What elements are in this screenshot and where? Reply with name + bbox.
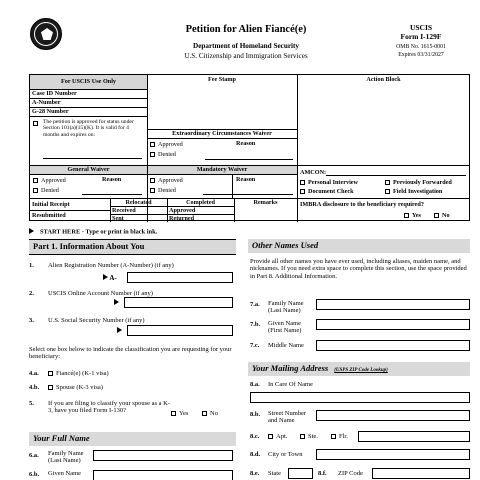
q7b-label: Given Name (First Name): [268, 320, 302, 335]
arrow-right-icon: [117, 327, 122, 333]
unit-number-input[interactable]: [358, 431, 470, 442]
ste-checkbox[interactable]: [300, 434, 305, 439]
imbra-yes-checkbox[interactable]: [404, 213, 409, 218]
dhs-seal-icon: [30, 18, 62, 50]
extraordinary-reason-label: Reason: [236, 140, 256, 147]
sent-label: Sent: [112, 215, 124, 222]
uscis-online-account-input[interactable]: [124, 297, 233, 308]
q8f-label: ZIP Code: [338, 470, 363, 477]
apt-checkbox[interactable]: [268, 434, 273, 439]
status-approved-checkbox[interactable]: [33, 121, 38, 126]
fee-stamp-label: Fee Stamp: [207, 76, 236, 83]
general-waiver-label: General Waiver: [67, 166, 110, 173]
q6a-label: Family Name (Last Name): [48, 450, 84, 465]
q3-label: U.S. Social Security Number (if any): [48, 317, 145, 324]
state-select[interactable]: [288, 468, 313, 479]
case-id-label: Case ID Number: [32, 90, 77, 97]
i130-yes-checkbox[interactable]: [171, 411, 176, 416]
q8e-label: State: [268, 470, 281, 477]
arrow-right-icon: [29, 228, 34, 234]
k3-visa-label: Spouse (K-3 visa): [56, 384, 103, 391]
initial-receipt-label: Initial Receipt: [32, 201, 70, 208]
arrow-right-icon: [103, 274, 108, 280]
previously-forwarded-checkbox[interactable]: [385, 180, 390, 185]
mandatory-denied-checkbox[interactable]: [150, 188, 155, 193]
g28-label: G-28 Number: [32, 108, 69, 115]
mailing-address-heading: Your Mailing Address (USPS ZIP Code Lookup): [248, 362, 470, 376]
other-names-instruction: Provide all other names you have ever used, including aliases, maiden name, and nicknames. If you need extra space to complete this section, use the space provided in Part 8. Additional Information.: [250, 258, 467, 280]
a-number-prefix: A-: [103, 274, 117, 282]
expiration-date: Expires 03/31/2027: [398, 52, 444, 58]
arrow-right-icon: [114, 299, 119, 305]
family-name-input[interactable]: [93, 450, 233, 461]
uscis-use-only-table: For USCIS Use Only Fee Stamp Action Block Case ID Number A-Number G-28 Number The petition is approved for status under Section 101(a)(15)(K). It is valid for 4 months and expires on: Extraordinary Circumstances Waiver Approved Denied Reason General Waiver Mandatory Waiver Approved Denied Reason Approved Denied Reason AMCON: Personal Interview Previously Forwarded Document Check Field Investigation Initial Receipt Resubmitted Relocated Completed Remarks Received Sent Approved Returned IMBRA disclosure to the beneficiary required? Yes No: [29, 74, 470, 221]
street-input[interactable]: [316, 410, 470, 421]
ssn-input[interactable]: [127, 325, 233, 336]
k1-visa-checkbox[interactable]: [48, 371, 53, 376]
given-name-input[interactable]: [93, 470, 233, 480]
general-approved-checkbox[interactable]: [33, 178, 38, 183]
extraordinary-approved-checkbox[interactable]: [150, 142, 155, 147]
q7c-label: Middle Name: [268, 342, 304, 349]
k3-visa-checkbox[interactable]: [48, 385, 53, 390]
personal-interview-checkbox[interactable]: [300, 180, 305, 185]
zip-code-lookup-link[interactable]: (USPS ZIP Code Lookup): [334, 368, 388, 373]
action-block-label: Action Block: [366, 76, 401, 83]
document-check-checkbox[interactable]: [300, 189, 305, 194]
a-number-input[interactable]: [127, 272, 233, 283]
field-investigation-checkbox[interactable]: [385, 189, 390, 194]
i130-no-checkbox[interactable]: [202, 411, 207, 416]
omb-number: OMB No. 1615-0001: [396, 44, 446, 50]
q7a-label: Family Name (Last Name): [268, 300, 304, 315]
department-name: Department of Homeland Security: [193, 42, 299, 50]
q1-label: Alien Registration Number (A-Number) (if any): [48, 262, 174, 269]
remarks-label: Remarks: [253, 199, 278, 206]
q6b-label: Given Name: [48, 470, 82, 477]
extraordinary-denied-checkbox[interactable]: [150, 152, 155, 157]
extraordinary-waiver-label: Extraordinary Circumstances Waiver: [172, 130, 272, 137]
q8d-label: City or Town: [268, 451, 303, 458]
general-denied-checkbox[interactable]: [33, 188, 38, 193]
mandatory-approved-checkbox[interactable]: [150, 178, 155, 183]
amcon-label: AMCON:: [300, 169, 327, 176]
completed-approved-label: Approved: [169, 207, 196, 214]
other-given-name-input[interactable]: [316, 319, 470, 330]
agency-name: U.S. Citizenship and Immigration Services: [184, 52, 308, 60]
relocated-label: Relocated: [125, 199, 152, 206]
uscis-use-only-label: For USCIS Use Only: [60, 78, 117, 85]
returned-label: Returned: [169, 215, 195, 222]
uscis-label: USCIS: [409, 23, 433, 32]
form-number: Form I-129F: [400, 32, 442, 41]
other-names-heading: Other Names Used: [248, 239, 470, 253]
k1-visa-label: Fiancé(e) (K-1 visa): [56, 370, 109, 377]
resubmitted-label: Resubmitted: [32, 212, 66, 219]
imbra-no-checkbox[interactable]: [434, 213, 439, 218]
approved-status-text: The petition is approved for status under Section 101(a)(15)(K). It is valid for 4 months and expires on:: [43, 119, 134, 138]
received-label: Received: [112, 207, 136, 214]
mandatory-waiver-label: Mandatory Waiver: [196, 166, 248, 173]
start-here-instruction: START HERE - Type or print in black ink.: [29, 228, 157, 236]
imbra-label: IMBRA disclosure to the beneficiary required?: [300, 201, 424, 208]
other-middle-name-input[interactable]: [316, 340, 470, 351]
flr-checkbox[interactable]: [331, 434, 336, 439]
a-number-label: A-Number: [32, 99, 61, 106]
q8b-label: Street Number and Name: [268, 410, 307, 425]
form-title: Petition for Alien Fiancé(e): [185, 24, 307, 35]
mandatory-reason-label: Reason: [236, 176, 256, 183]
completed-label: Completed: [186, 199, 215, 206]
zip-code-input[interactable]: [372, 468, 470, 479]
city-input[interactable]: [316, 449, 470, 460]
q5-label: If you are filing to classify your spouse as a K-3, have you filed Form I-130?: [48, 400, 171, 415]
part1-heading: Part 1. Information About You: [29, 239, 236, 255]
general-reason-label: Reason: [102, 176, 122, 183]
in-care-of-input[interactable]: [250, 392, 470, 403]
classification-instruction: Select one box below to indicate the classification you are requesting for your beneficiary:: [29, 346, 232, 361]
full-name-heading: Your Full Name: [29, 432, 236, 446]
q2-label: USCIS Online Account Number (if any): [48, 290, 153, 297]
q8a-label: In Care Of Name: [268, 381, 313, 388]
other-family-name-input[interactable]: [316, 299, 470, 310]
